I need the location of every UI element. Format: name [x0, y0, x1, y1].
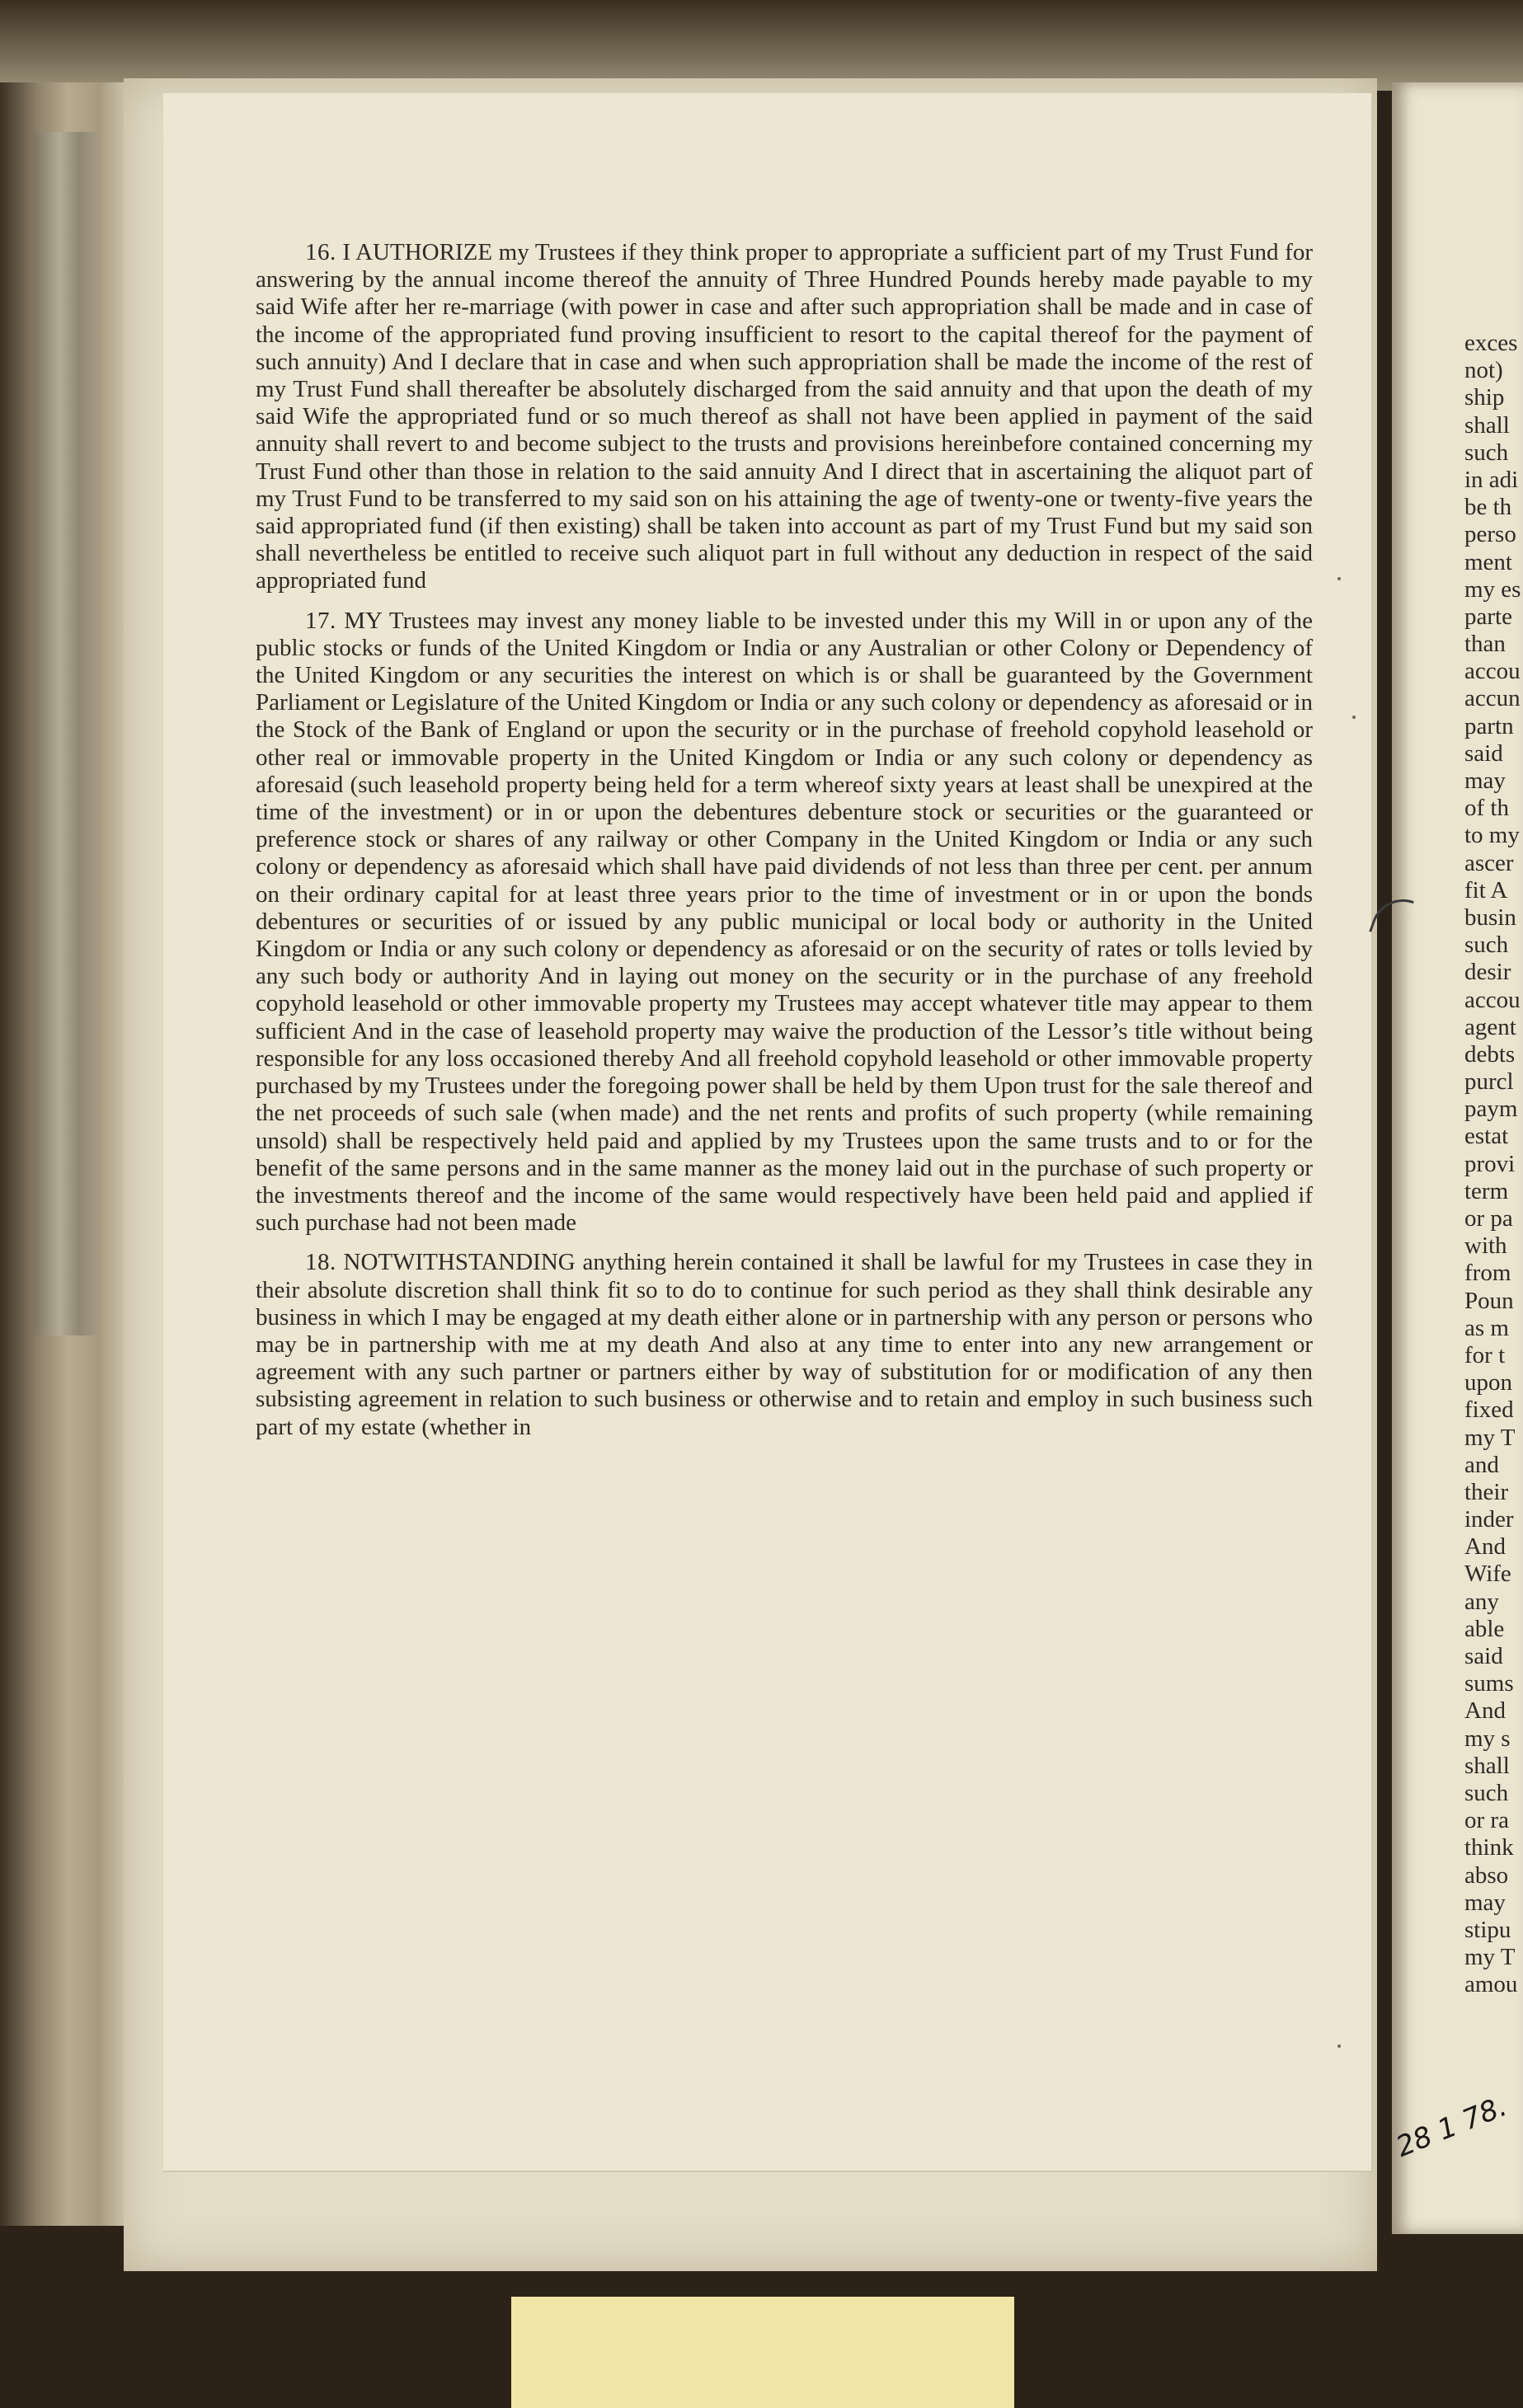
facing-page-line: from	[1464, 1260, 1511, 1287]
paragraph-18	[256, 1249, 1313, 1440]
book-top-edge	[0, 0, 1523, 91]
facing-page-line: busin	[1464, 904, 1516, 931]
facing-page-line: amou	[1464, 1971, 1518, 1998]
paragraph-body: anything herein contained it shall be lawful for my Trustees in case they in their absolute discretion shall think fit so to do to continue for such period as they shall think desirable any business in which I may be engaged at my death either alone or in partnership with any person or persons who may be in partnership with me at my death And also at any time to enter into any new arrangement or agreement with any such partner or partners either by way of substitution for or modification of any then subsisting agreement in relation to such business or otherwise and to retain and employ in such business such part of my estate (whether in	[256, 1249, 1314, 1440]
facing-page-line: their	[1464, 1478, 1509, 1505]
facing-page-line: in adi	[1464, 466, 1519, 493]
facing-page-line: term	[1464, 1177, 1509, 1204]
margin-dot	[1352, 716, 1356, 719]
paragraph-number: 17.	[305, 607, 336, 634]
will-text-block	[256, 239, 1313, 1453]
facing-page-line: think	[1464, 1834, 1514, 1861]
paragraph-body: Trustees may invest any money liable to be invested under this my Will in or upon any of the public stocks or funds of the United Kingdom or India or any Australian or other Colony or Dependency of the United Kingdom or any securities the interest on which is or shall be guaranteed by the Government Parliament or Legislature of the United Kingdom or India or any such colony or dependency as aforesaid or in the Stock of the Bank of England or upon the security or in the purchase of freehold copyhold leasehold or other real or immovable property in the United Kingdom or India or any such colony or dependency as aforesaid (such leasehold property being held for a term whereof sixty years at least shall be unexpired at the time of the investment) or in or upon the debentures debenture stock or securities or the guaranteed or preference stock or shares of any railway or other Company in the United Kingdom or India or any such colony or dependency as aforesaid which shall have paid dividends of not less than three per cent. per annum on their ordinary capital for at least three years prior to the time of investment or in or upon the bonds debentures or securities of or issued by any public municipal or local body or authority in the United Kingdom or India or any such colony or dependency as aforesaid or on the security of rates or tolls levied by any such body or authority And in laying out money on the security or in the purchase of any freehold copyhold leasehold or other immovable property my Trustees may accept whatever title may appear to them sufficient And in the case of leasehold property may waive the production of the Lessor’s title without being responsible for any loss occasioned thereby And all freehold copyhold leasehold or other immovable property purchased by my Trustees under the foregoing power shall be held by them Upon trust for the sale thereof and the net proceeds of such sale (when made) and the net rents and profits of such property (while remaining unsold) shall be respectively held paid and applied by my Trustees upon the same trusts and to or for the benefit of the same persons and in the same manner as the money laid out in the purchase of such property or the investments thereof and the income of the same would respectively have been held paid and applied if such purchase had not been made	[256, 607, 1314, 1237]
facing-page-line: And	[1464, 1533, 1506, 1561]
facing-page-line: stipu	[1464, 1916, 1511, 1943]
facing-page-line: partn	[1464, 712, 1514, 739]
facing-page-line: sums	[1464, 1670, 1514, 1697]
facing-page-line: debts	[1464, 1040, 1516, 1068]
facing-page-line: shall	[1464, 1752, 1510, 1779]
facing-page-line: of th	[1464, 795, 1509, 822]
facing-page-line: such	[1464, 439, 1509, 466]
facing-page-line: agent	[1464, 1013, 1516, 1040]
facing-page-line: such	[1464, 1779, 1509, 1806]
facing-page-line: as m	[1464, 1314, 1509, 1341]
margin-dot	[1337, 2044, 1341, 2048]
facing-page-line: may	[1464, 1889, 1506, 1916]
facing-page-line: shall	[1464, 411, 1510, 439]
facing-page-line: accun	[1464, 685, 1521, 712]
facing-page-line: provi	[1464, 1150, 1516, 1177]
margin-dot	[1337, 577, 1341, 580]
paper-tab	[511, 2297, 1014, 2408]
facing-page-line: not)	[1464, 357, 1503, 384]
facing-page-line: upon	[1464, 1369, 1512, 1396]
facing-page-line: for t	[1464, 1341, 1506, 1368]
facing-page-line: ship	[1464, 384, 1505, 411]
paragraph-body: my Trustees if they think proper to appropriate a sufficient part of my Trust Fund for answering by the annual income thereof the annuity of Three Hundred Pounds hereby made payable to my said Wife after her re-marriage (with power in case and after such appropriation shall be made and in case of the income of the appropriated fund proving insufficient to resort to the capital thereof for the payment of such annuity) And I declare that in case and when such appropriation shall be made the income of the rest of my Trust Fund shall thereafter be absolutely discharged from the said annuity and that upon the death of my said Wife the appropriated fund or so much thereof as shall not have been applied in payment of the said annuity shall revert to and become subject to the trusts and provisions hereinbefore contained concerning my Trust Fund other than those in relation to the said annuity And I direct that in ascertaining the aliquot part of my Trust Fund to be transferred to my said son on his attaining the age of twenty-one or twenty-five years the said appropriated fund (if then existing) shall be taken into account as part of my Trust Fund but my said son shall nevertheless be entitled to receive such aliquot part in full without any deduction in respect of the said appropriated fund	[256, 239, 1313, 594]
facing-page-line: my es	[1464, 575, 1521, 603]
facing-page-line: able	[1464, 1615, 1505, 1642]
paragraph-number: 16.	[305, 239, 336, 265]
facing-page-line: And	[1464, 1697, 1506, 1725]
facing-page	[1392, 82, 1523, 2234]
facing-page-line: ment	[1464, 548, 1512, 575]
facing-page-line: my T	[1464, 1944, 1516, 1971]
facing-page-line: than	[1464, 631, 1506, 658]
facing-page-line: perso	[1464, 521, 1516, 548]
handwritten-note: 28 1 78.	[1391, 2090, 1511, 2164]
facing-page-line: Wife	[1464, 1561, 1511, 1588]
facing-page-line: said	[1464, 739, 1503, 767]
facing-page-text	[1464, 330, 1521, 1998]
facing-page-line: desir	[1464, 959, 1511, 986]
facing-page-line: ascer	[1464, 849, 1514, 876]
facing-page-line: and	[1464, 1451, 1499, 1478]
paragraph-number: 18.	[305, 1249, 336, 1276]
facing-page-line: my s	[1464, 1725, 1511, 1752]
facing-page-line: purcl	[1464, 1068, 1514, 1096]
facing-page-line: be th	[1464, 494, 1512, 521]
facing-page-line: parte	[1464, 603, 1512, 630]
facing-page-line: such	[1464, 932, 1509, 959]
facing-page-line: estat	[1464, 1123, 1509, 1150]
facing-page-line: or pa	[1464, 1205, 1513, 1232]
facing-page-line: accou	[1464, 986, 1521, 1013]
facing-page-line: said	[1464, 1643, 1503, 1669]
facing-page-line: fit A	[1464, 876, 1508, 904]
facing-page-line: Poun	[1464, 1287, 1514, 1314]
facing-page-line: or ra	[1464, 1807, 1509, 1834]
paragraph-lead: NOTWITHSTANDING	[343, 1249, 576, 1276]
paragraph-17	[256, 608, 1313, 1237]
facing-page-line: my T	[1464, 1424, 1516, 1451]
page-ribbon	[33, 132, 99, 1335]
paragraph-lead: MY	[344, 607, 382, 634]
facing-page-line: fixed	[1464, 1396, 1514, 1424]
facing-page-line: abso	[1464, 1861, 1509, 1889]
facing-page-line: with	[1464, 1232, 1507, 1260]
facing-page-line: inder	[1464, 1506, 1514, 1533]
facing-page-line: exces	[1464, 330, 1518, 356]
facing-page-line: any	[1464, 1588, 1499, 1615]
facing-page-line: accou	[1464, 658, 1521, 685]
facing-page-line: may	[1464, 767, 1506, 794]
paragraph-lead: I AUTHORIZE	[342, 239, 493, 265]
paragraph-16	[256, 239, 1313, 595]
facing-page-line: to my	[1464, 822, 1520, 849]
facing-page-line: paym	[1464, 1096, 1518, 1123]
